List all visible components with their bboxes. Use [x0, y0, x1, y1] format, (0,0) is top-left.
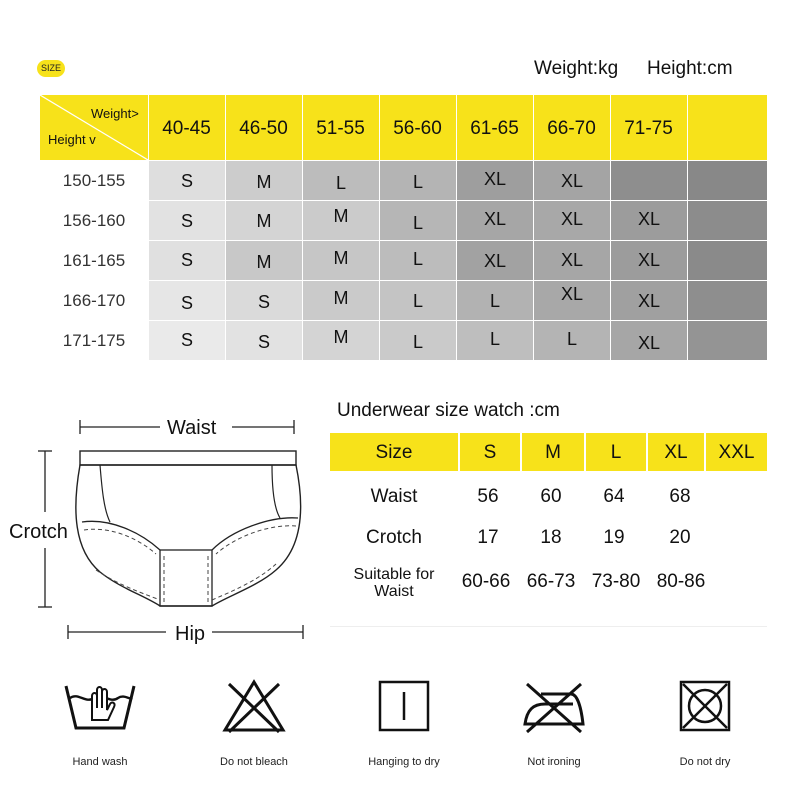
size-cell: L	[412, 332, 423, 352]
do-not-dry-icon	[675, 676, 735, 736]
size-cell: XL	[637, 291, 661, 311]
size-cell: M	[333, 327, 349, 347]
measure-value: 19	[603, 527, 625, 548]
care-item	[25, 676, 175, 786]
height-unit-label: Height:cm	[647, 58, 733, 79]
table-row	[40, 201, 767, 241]
size-header-cell: M	[545, 442, 561, 463]
measure-value: 18	[540, 527, 562, 548]
size-watch-title: Underwear size watch :cm	[337, 400, 560, 421]
care-label: Hanging to dry	[368, 756, 440, 768]
height-cell: 171-175	[40, 321, 148, 360]
care-item	[179, 676, 329, 786]
corner-height-label: Height v	[48, 132, 96, 147]
weight-header-cell: 66-70	[547, 118, 596, 139]
size-cell: XL	[560, 209, 584, 229]
weight-header-cell: 56-60	[393, 118, 442, 139]
height-cell: 156-160	[40, 201, 148, 240]
table-row	[40, 321, 767, 361]
size-cell: M	[256, 252, 272, 272]
size-cell: XL	[483, 251, 507, 271]
corner-diagonal	[40, 95, 148, 160]
size-watch-header	[330, 433, 767, 471]
size-watch-row	[330, 527, 767, 567]
size-header-cell: XXL	[718, 442, 755, 463]
size-cell: M	[256, 172, 272, 192]
care-label: Do not bleach	[220, 756, 288, 768]
size-cell: S	[180, 330, 193, 350]
measure-value: 60-66	[461, 571, 511, 592]
weight-header-cell: 51-55	[316, 118, 365, 139]
size-cell: S	[180, 211, 193, 231]
size-cell: M	[333, 248, 349, 268]
size-cell: S	[180, 293, 193, 313]
table-row	[40, 241, 767, 281]
size-cell: L	[335, 173, 346, 193]
measure-label-line1: Suitable for	[353, 566, 435, 583]
measure-label: Crotch	[366, 527, 422, 548]
measure-label-line2: Waist	[374, 583, 414, 600]
weight-header-cell: 61-65	[470, 118, 519, 139]
weight-unit-label: Weight:kg	[534, 58, 619, 79]
size-cell: XL	[560, 250, 584, 270]
underwear-diagram	[0, 400, 320, 650]
do-not-bleach-icon	[219, 676, 289, 736]
size-header-cell: XL	[664, 442, 688, 463]
size-cell: L	[412, 172, 423, 192]
hang-to-dry-icon	[374, 676, 434, 736]
no-ironing-icon	[519, 676, 589, 736]
care-item	[630, 676, 780, 786]
size-cell: L	[489, 291, 500, 311]
size-cell: L	[566, 329, 577, 349]
measure-value: 66-73	[526, 571, 576, 592]
care-label: Do not dry	[679, 756, 731, 768]
size-badge: SIZE	[37, 60, 65, 77]
size-cell: S	[180, 171, 193, 191]
size-cell: L	[412, 291, 423, 311]
waist-label: Waist	[167, 417, 217, 439]
weight-header-cell: 40-45	[162, 118, 211, 139]
size-cell: L	[412, 213, 423, 233]
care-label: Not ironing	[527, 756, 581, 768]
weight-header-cell	[687, 95, 767, 160]
weight-header-row	[40, 95, 767, 160]
size-cell: S	[257, 292, 270, 312]
size-cell: L	[412, 249, 423, 269]
height-cell: 161-165	[40, 241, 148, 280]
crotch-label: Crotch	[9, 521, 68, 543]
size-watch-row	[330, 566, 767, 606]
size-cell: S	[180, 250, 193, 270]
care-item	[329, 676, 479, 786]
size-cell: XL	[637, 250, 661, 270]
table-corner-header	[40, 95, 148, 160]
care-item	[479, 676, 629, 786]
size-cell: XL	[560, 284, 584, 304]
weight-header-cell: 46-50	[239, 118, 288, 139]
size-cell: XL	[483, 209, 507, 229]
table-row	[40, 281, 767, 321]
corner-weight-label: Weight>	[91, 106, 139, 121]
size-cell: M	[333, 206, 349, 226]
size-header-cell: S	[483, 442, 497, 463]
height-cell: 150-155	[40, 161, 148, 200]
size-cell: XL	[560, 171, 584, 191]
measure-value: 68	[669, 486, 691, 507]
size-header-cell: L	[610, 442, 622, 463]
measure-value: 17	[477, 527, 499, 548]
measure-value: 64	[603, 486, 625, 507]
height-cell: 166-170	[40, 281, 148, 320]
table-row	[40, 161, 767, 201]
size-watch-row	[330, 486, 767, 526]
size-cell: XL	[637, 333, 661, 353]
measure-value: 20	[669, 527, 691, 548]
care-label: Hand wash	[72, 756, 128, 768]
weight-header-cell: 71-75	[624, 118, 673, 139]
size-cell: M	[256, 211, 272, 231]
size-cell: XL	[637, 209, 661, 229]
size-cell: M	[333, 288, 349, 308]
measure-value: 73-80	[591, 571, 641, 592]
size-cell: XL	[483, 169, 507, 189]
size-cell: S	[257, 332, 270, 352]
measure-value: 60	[540, 486, 562, 507]
size-header-label: Size	[375, 442, 413, 463]
size-cell: L	[489, 329, 500, 349]
measure-label: Waist	[370, 486, 418, 507]
hand-wash-icon	[60, 676, 140, 736]
size-chart-table	[40, 95, 767, 361]
hip-label: Hip	[175, 623, 206, 645]
measure-value: 80-86	[656, 571, 706, 592]
measure-value: 56	[477, 486, 499, 507]
